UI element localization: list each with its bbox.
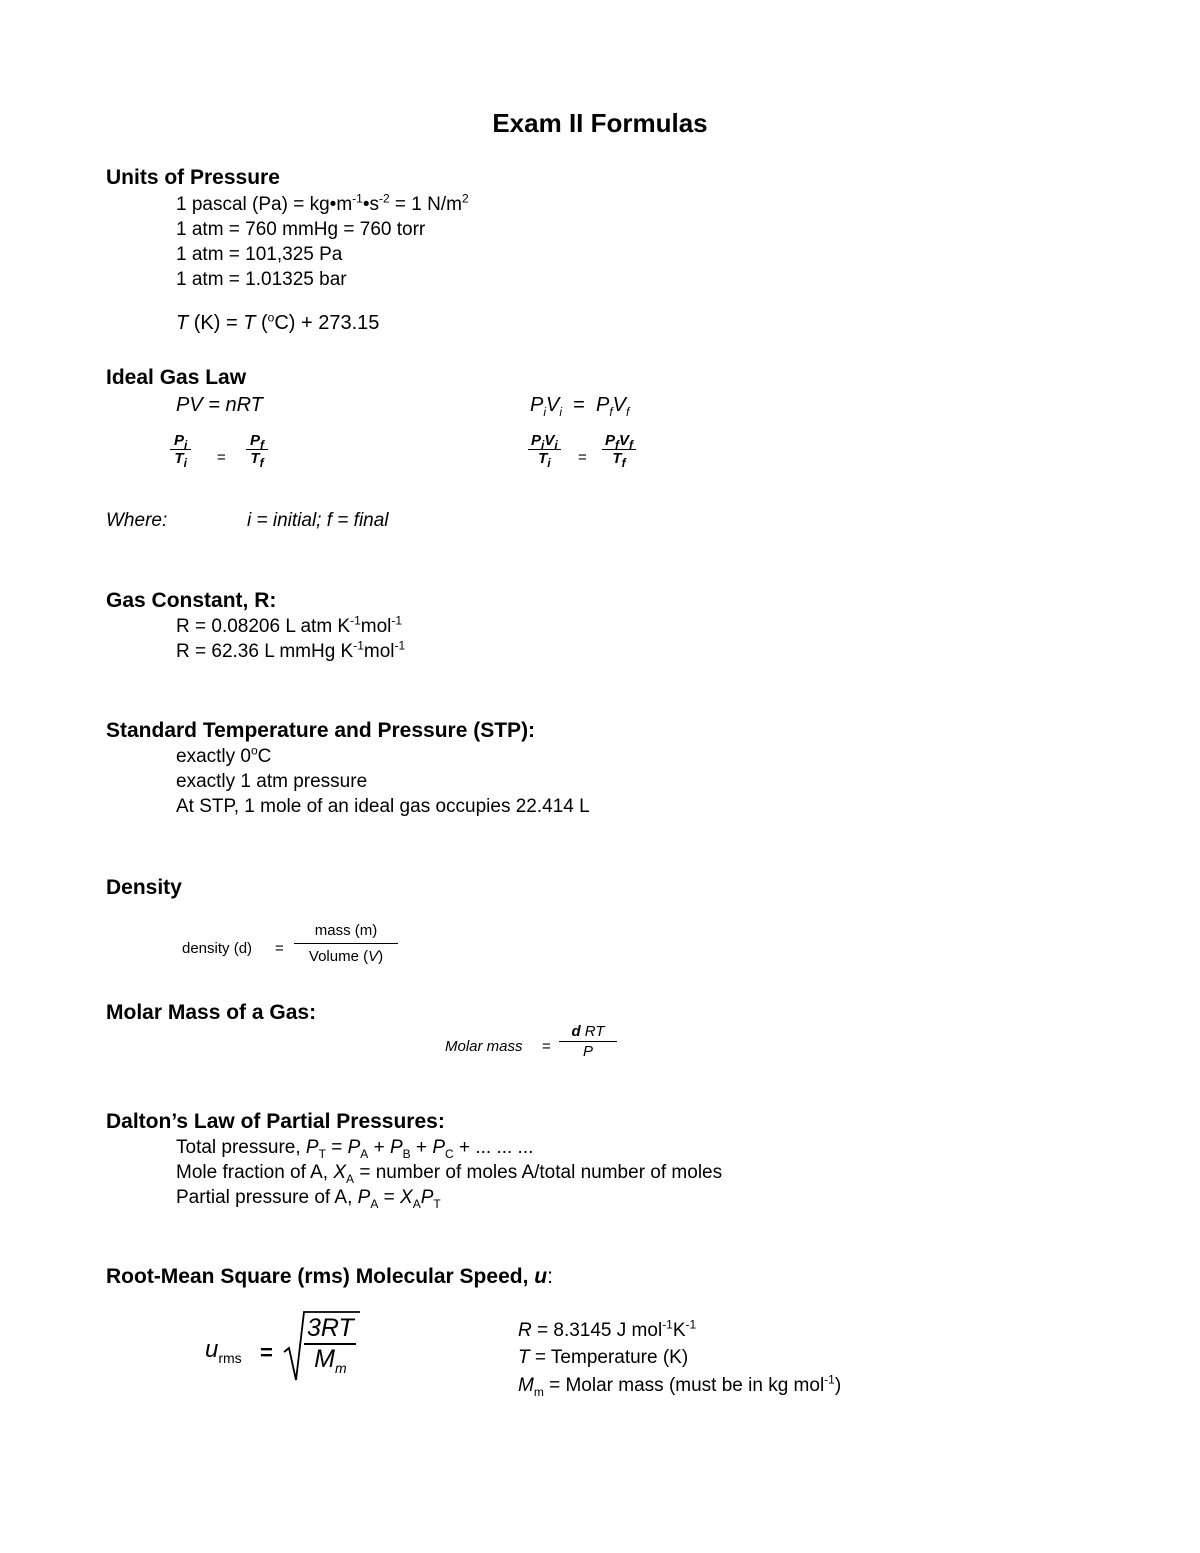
density-fraction: mass (m) Volume (V) (294, 922, 398, 966)
where-definition: i = initial; f = final (247, 510, 389, 531)
page-title: Exam II Formulas (492, 108, 708, 138)
molar-mass-lhs: Molar mass (445, 1038, 523, 1055)
ideal-gas-law-heading: Ideal Gas Law (106, 366, 247, 389)
stp-molar-volume: At STP, 1 mole of an ideal gas occupies 22.414 L (176, 796, 590, 817)
total-pressure-line: Total pressure, $P_T = P_A + P_B + P_C$ + ... ... ... (176, 1137, 534, 1161)
pivi-over-ti: $P_iV_i$ $T_i$ (528, 432, 561, 468)
atm-pa-line: 1 atm = 101,325 Pa (176, 244, 343, 265)
equals-sign: = (275, 940, 284, 957)
stp-pressure: exactly 1 atm pressure (176, 771, 368, 792)
atm-mmhg-line: 1 atm = 760 mmHg = 760 torr (176, 219, 426, 240)
density-lhs: density (d) (182, 940, 253, 957)
pfvf-over-tf: $P_fV_f$ $T_f$ (602, 432, 636, 468)
where-label: Where: (106, 510, 168, 531)
pascal-definition: 1 pascal $(Pa) = kg•m^{-1}•s^{-2} = 1$ $N/m^2$ (176, 191, 469, 215)
rms-m-definition: $M_m$ = Molar mass (must be in kg mol$^{-1}$) (518, 1372, 842, 1399)
units-of-pressure-heading: Units of Pressure (106, 166, 280, 189)
equals-sign: = (542, 1038, 551, 1055)
pv-nrt-equation: PV = nRT (176, 394, 263, 416)
rms-t-definition: T = Temperature (K) (518, 1347, 689, 1368)
molar-mass-heading: Molar Mass of a Gas: (106, 1001, 317, 1024)
dalton-heading: Dalton’s Law of Partial Pressures: (106, 1110, 445, 1133)
equals-sign: = (260, 1340, 273, 1365)
u-rms-symbol: $u_{rms}$ (205, 1336, 242, 1366)
rms-r-definition: R = 8.3145 J $mol^{-1}K^{-1}$ (518, 1317, 697, 1341)
square-root (282, 1306, 362, 1386)
molar-mass-fraction: d RT P (559, 1023, 617, 1061)
kelvin-conversion: T (K) = T ($^o$C) + 273.15 (176, 310, 380, 334)
rms-fraction: 3RT $M_m$ (304, 1314, 357, 1374)
pi-over-ti: $P_i$ $T_i$ (170, 432, 191, 468)
r-atm-value: R = 0.08206 L atm $K^{-1}mol^{-1}$ (176, 613, 403, 637)
rms-heading: Root-Mean Square (rms) Molecular Speed, u: (106, 1265, 553, 1288)
equals-sign: = (578, 449, 587, 466)
atm-bar-line: 1 atm = 1.01325 bar (176, 269, 347, 290)
stp-temperature: exactly 0$^o$C (176, 743, 272, 767)
stp-heading: Standard Temperature and Pressure (STP): (106, 719, 536, 742)
equals-sign: = (217, 449, 226, 466)
boyle-equation: $P_iV_i = P_fV_f$ (530, 394, 630, 419)
partial-pressure-line: Partial pressure of A, $P_A = X_AP_T$ (176, 1187, 441, 1211)
density-heading: Density (106, 876, 182, 899)
mole-fraction-line: Mole fraction of A, $X_A$ = number of moles A/total number of moles (176, 1162, 723, 1186)
pf-over-tf: $P_f$ $T_f$ (246, 432, 268, 468)
gas-constant-heading: Gas Constant, R: (106, 589, 277, 612)
r-mmhg-value: R = 62.36 L mmHg $K^{-1}mol^{-1}$ (176, 638, 406, 662)
